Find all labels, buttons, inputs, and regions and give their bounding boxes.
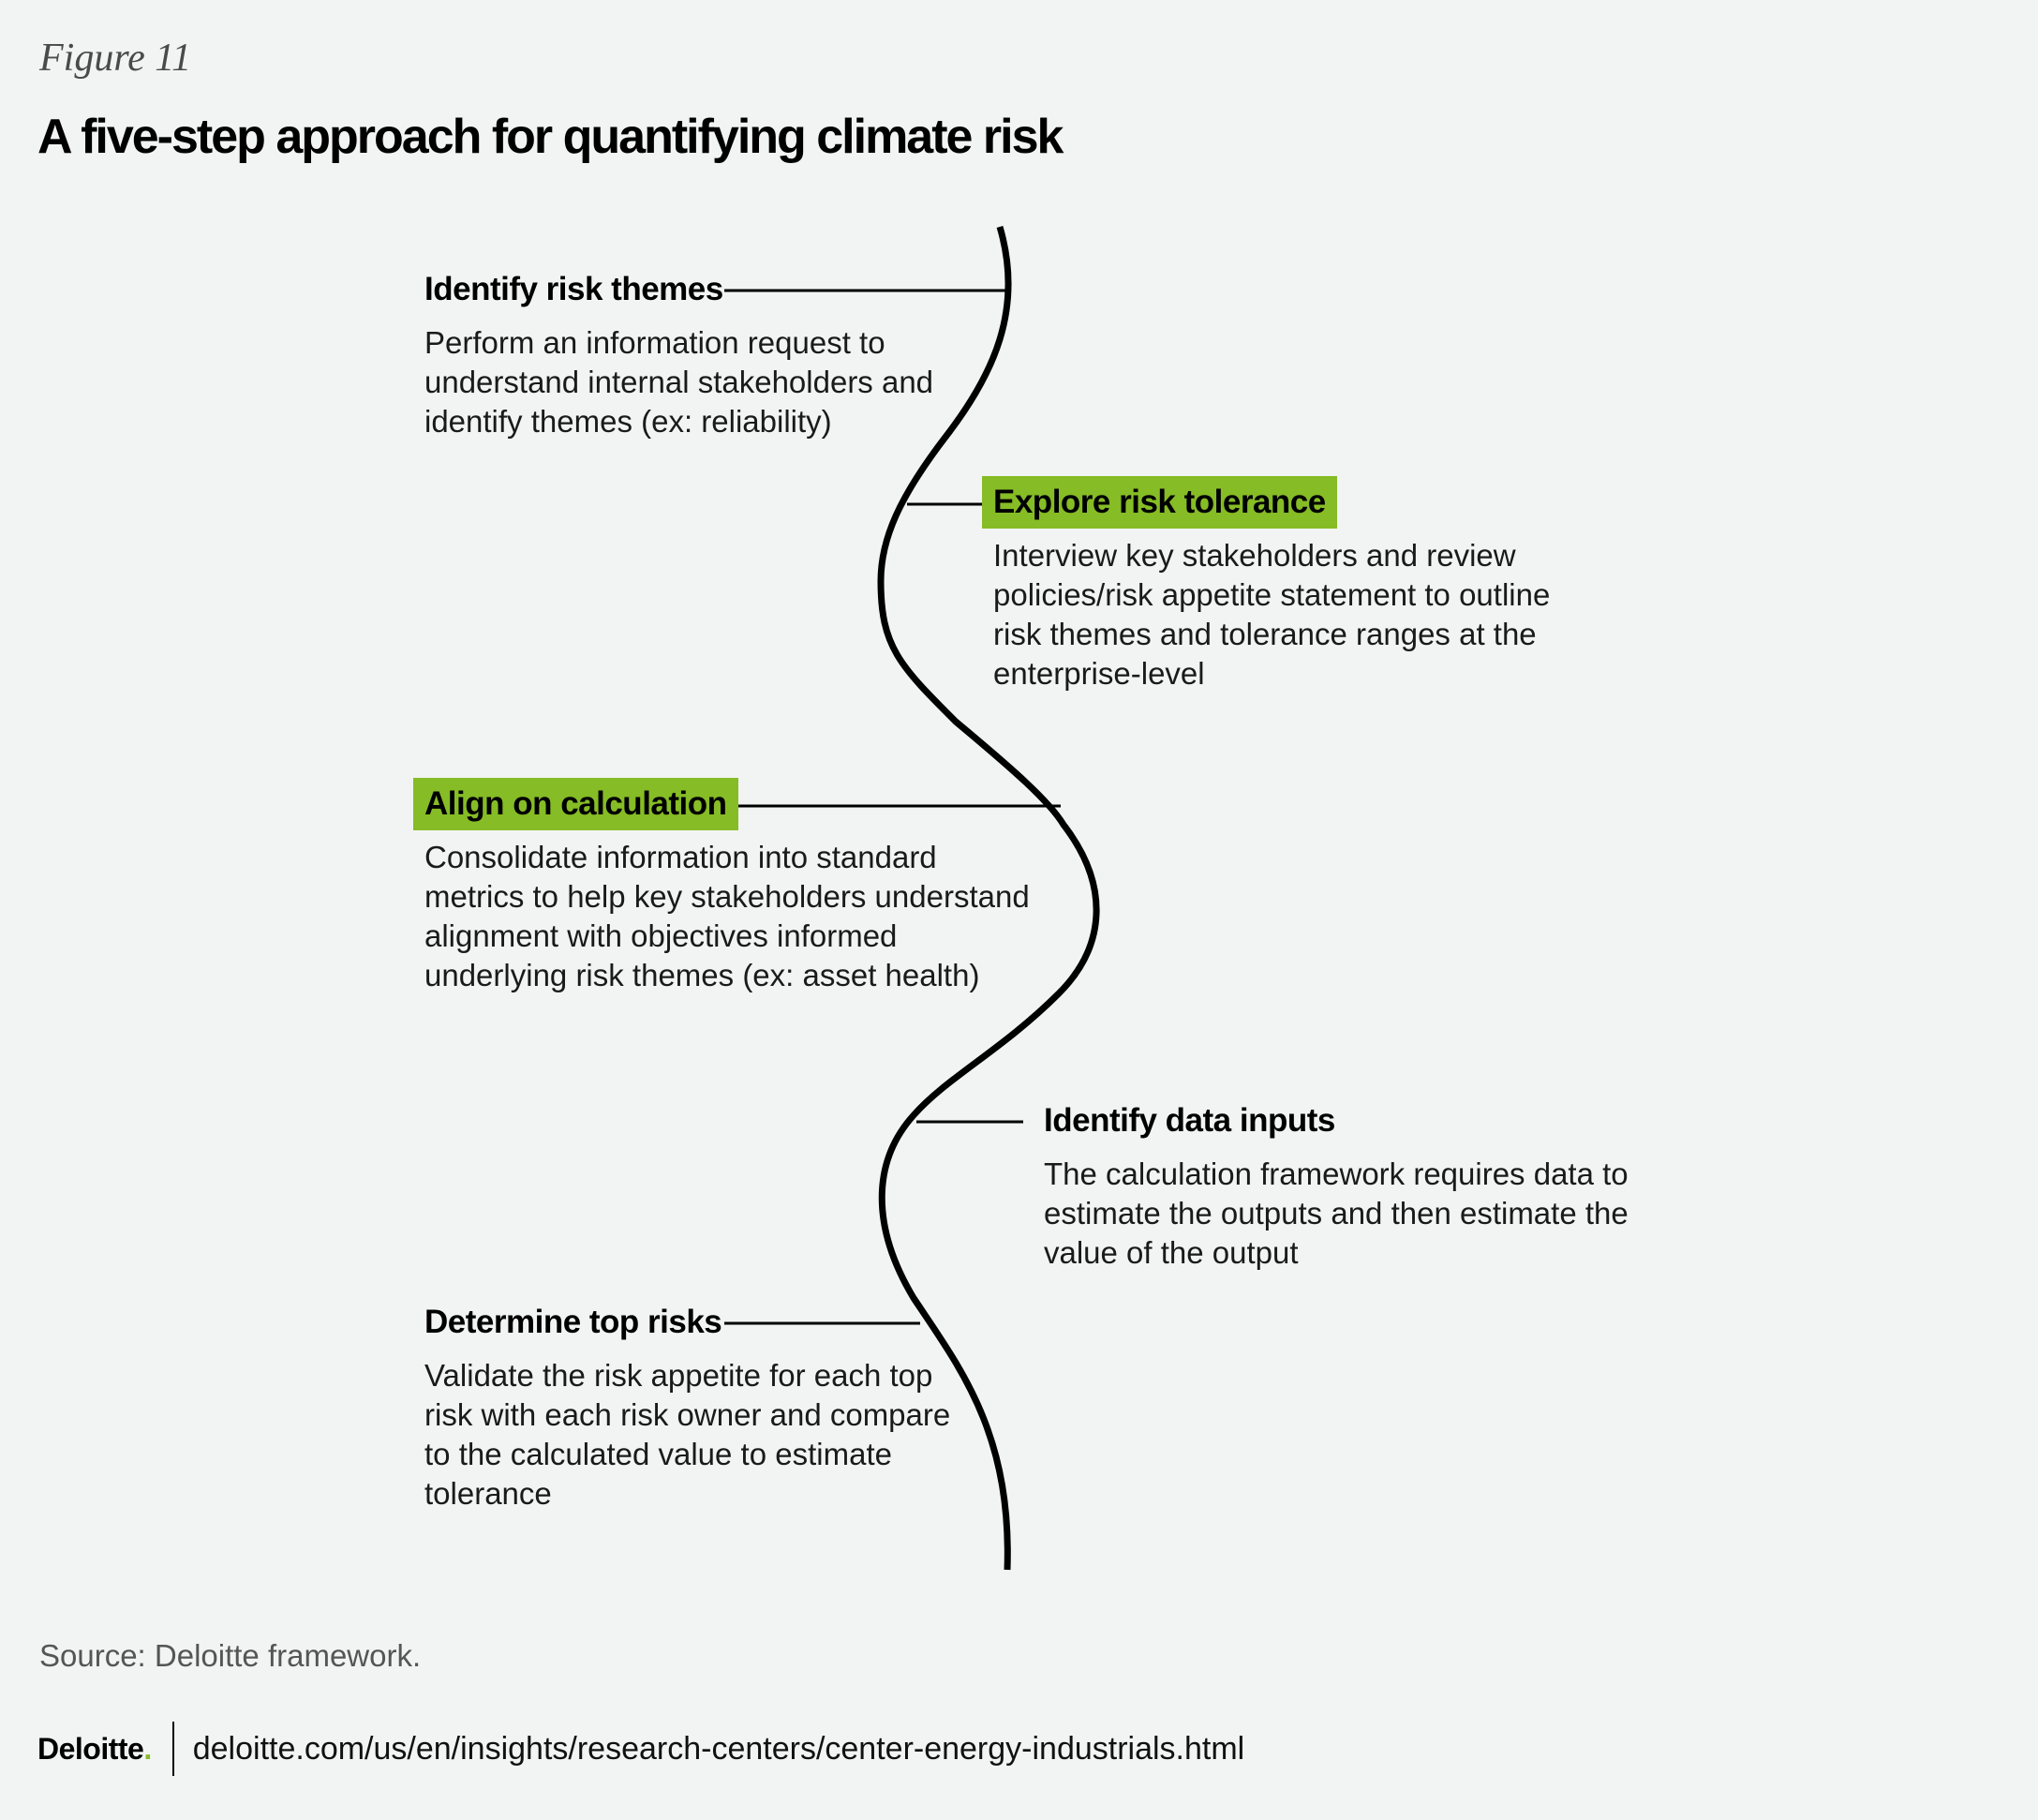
step-align-on-calculation	[424, 778, 1030, 995]
footer-url-link[interactable]: deloitte.com/us/en/insights/research-centers/center-energy-industrials.html	[192, 1730, 1245, 1767]
step-explore-risk-tolerance	[993, 476, 1550, 694]
step-description: Perform an information request to understand internal stakeholders and identify themes (ex: reliability)	[424, 325, 934, 439]
logo-dot: .	[143, 1731, 152, 1766]
step-identify-data-inputs	[1044, 1100, 1629, 1273]
footer-divider	[172, 1722, 174, 1776]
step-title: Determine top risks	[424, 1304, 722, 1340]
step-title: Identify risk themes	[424, 271, 723, 307]
logo-text: Deloitte	[37, 1731, 144, 1766]
step-description: Validate the risk appetite for each top risk with each risk owner and compare to the calculated value to estimate tolerance	[424, 1358, 951, 1511]
step-description: Interview key stakeholders and review policies/risk appetite statement to outline risk themes and tolerance ranges at the enterprise-level	[993, 538, 1551, 691]
step-title: Explore risk tolerance	[982, 476, 1337, 529]
step-description: The calculation framework requires data to estimate the outputs and then estimate the value of the output	[1044, 1156, 1629, 1270]
step-identify-risk-themes	[424, 269, 933, 441]
deloitte-logo	[37, 1732, 152, 1767]
step-determine-top-risks	[424, 1302, 950, 1514]
step-title: Identify data inputs	[1044, 1102, 1335, 1139]
step-description: Consolidate information into standard metrics to help key stakeholders understand alignment with objectives informed underlying risk themes (ex: asset health)	[424, 840, 1030, 992]
step-title: Align on calculation	[413, 778, 738, 830]
figure-title: A five-step approach for quantifying climate risk	[37, 110, 1063, 164]
footer	[37, 1721, 1244, 1777]
figure-label: Figure 11	[39, 37, 192, 80]
source-note: Source: Deloitte framework.	[39, 1638, 422, 1673]
